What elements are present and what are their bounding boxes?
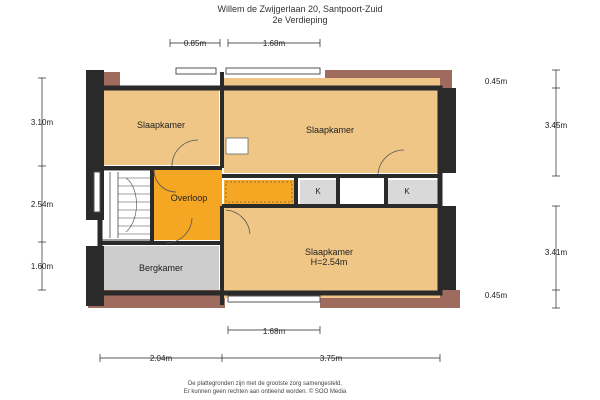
room-label-slaapkamer-right: Slaapkamer [305, 125, 355, 135]
dim-right-bottom: 3.41m [544, 248, 568, 257]
footer-disclaimer-line-2: Er kunnen geen rechten aan ontleend worden. © SOO Media [183, 389, 347, 395]
closet-label-2: K [404, 187, 410, 196]
wall-accent-right [438, 88, 456, 173]
window-bottom [228, 296, 320, 302]
dim-right-top: 3.45m [544, 121, 568, 130]
room-height-label: H=2.54m [310, 257, 348, 267]
window-stair [94, 172, 100, 212]
landing-extension-area [224, 180, 296, 204]
dim-bottom-left: 2.04m [149, 354, 173, 363]
footer-disclaimer-line-1: De plattegronden zijn met de grootste zorg samengesteld. [187, 381, 343, 387]
plan-floor-label: 2e Verdieping [272, 15, 328, 25]
room-label-overloop: Overloop [170, 193, 208, 203]
closet-label-1: K [315, 187, 321, 196]
closet-2-area [388, 180, 440, 204]
dim-left-bottom: 1.60m [30, 262, 54, 271]
room-label-slaapkamer-bottom: Slaapkamer [304, 247, 354, 257]
dim-top-right: 1.68m [262, 39, 286, 48]
staircase [100, 170, 152, 240]
window-top-right [226, 68, 320, 74]
dim-left-mid: 2.54m [30, 200, 54, 209]
overloop-area [152, 170, 222, 240]
dim-left-top: 3.10m [30, 118, 54, 127]
dim-right-bottom-small: 0.45m [484, 291, 508, 300]
dim-top-left: 0.85m [183, 39, 207, 48]
window-top-left [176, 68, 216, 74]
wall-accent-right-bottom [438, 206, 456, 290]
sink-icon [226, 138, 248, 154]
wall-accent-left-bottom [86, 246, 104, 306]
dim-bottom-right: 3.75m [319, 354, 343, 363]
dim-right-top-small: 0.45m [484, 77, 508, 86]
room-label-bergkamer: Bergkamer [138, 263, 184, 273]
plan-address: Willem de Zwijgerlaan 20, Santpoort-Zuid [217, 4, 383, 14]
dim-bottom-window: 1.68m [262, 327, 286, 336]
room-label-slaapkamer-left: Slaapkamer [136, 120, 186, 130]
